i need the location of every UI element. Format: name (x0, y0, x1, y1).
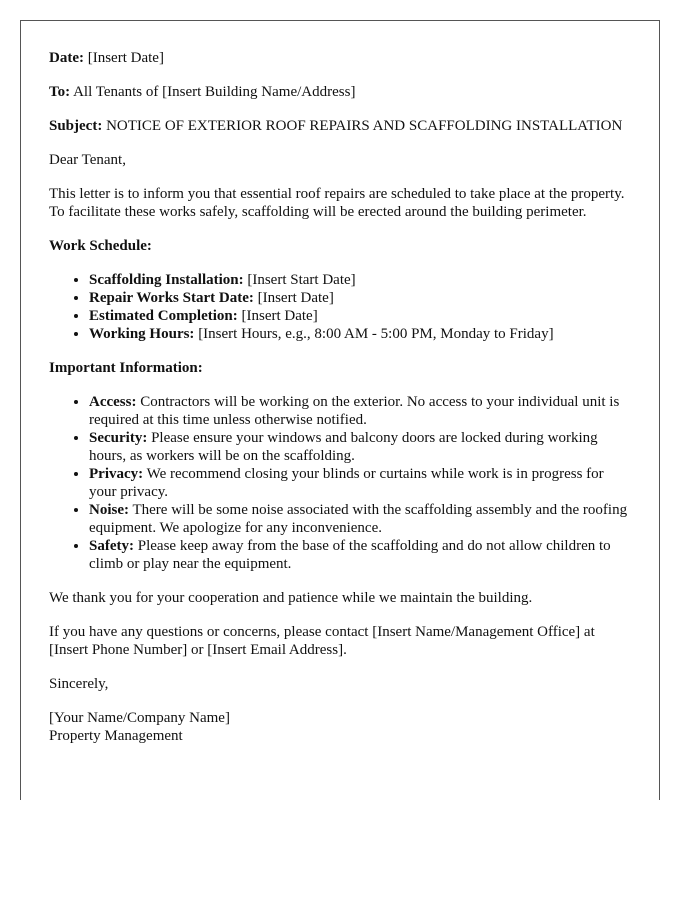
list-item (89, 325, 631, 343)
schedule-item-label: Scaffolding Installation: (89, 272, 244, 288)
info-item-value: We recommend closing your blinds or curtains while work is in progress for your privacy. (89, 466, 604, 500)
info-item-label: Noise: (89, 502, 129, 518)
salutation: Dear Tenant, (49, 152, 126, 168)
work-schedule-heading: Work Schedule: (49, 238, 152, 254)
list-item (89, 465, 631, 501)
signature-name: [Your Name/Company Name] (49, 710, 230, 726)
important-info-list (49, 393, 631, 573)
list-item (89, 429, 631, 465)
schedule-item-value: [Insert Start Date] (247, 272, 356, 288)
info-item-value: Please keep away from the base of the scaffolding and do not allow children to climb or play near the equipment. (89, 538, 611, 572)
signature-block (49, 709, 631, 745)
date-value: [Insert Date] (87, 50, 164, 66)
recipient-label: To: (49, 84, 71, 100)
schedule-item-value: [Insert Hours, e.g., 8:00 AM - 5:00 PM, Monday to Friday] (198, 326, 554, 342)
info-item-value: There will be some noise associated with the scaffolding assembly and the roofing equipment. We apologize for any inconvenience. (89, 502, 628, 536)
contact-paragraph: If you have any questions or concerns, please contact [Insert Name/Management Office] at [Insert Phone Number] or [Insert Email Address]. (49, 624, 595, 658)
signature-title: Property Management (49, 728, 183, 744)
important-info-heading: Important Information: (49, 360, 203, 376)
intro-paragraph: This letter is to inform you that essential roof repairs are scheduled to take place at the property. To facilitate these works safely, scaffolding will be erected around the building perimeter. (49, 186, 625, 220)
info-item-value: Contractors will be working on the exterior. No access to your individual unit is required at this time unless otherwise notified. (89, 394, 620, 428)
schedule-item-value: [Insert Date] (257, 290, 334, 306)
closing: Sincerely, (49, 676, 109, 692)
list-item (89, 271, 631, 289)
date-label: Date: (49, 50, 84, 66)
recipient-value: All Tenants of [Insert Building Name/Address] (73, 84, 356, 100)
schedule-item-value: [Insert Date] (241, 308, 318, 324)
schedule-item-label: Repair Works Start Date: (89, 290, 254, 306)
thanks-paragraph: We thank you for your cooperation and patience while we maintain the building. (49, 590, 533, 606)
list-item (89, 537, 631, 573)
info-item-label: Privacy: (89, 466, 144, 482)
schedule-item-label: Estimated Completion: (89, 308, 238, 324)
date-line (49, 49, 631, 67)
info-item-label: Safety: (89, 538, 134, 554)
info-item-value: Please ensure your windows and balcony doors are locked during working hours, as workers will be on the scaffolding. (89, 430, 598, 464)
recipient-line (49, 83, 631, 101)
info-item-label: Access: (89, 394, 137, 410)
list-item (89, 501, 631, 537)
info-item-label: Security: (89, 430, 148, 446)
work-schedule-list (49, 271, 631, 343)
list-item (89, 307, 631, 325)
subject-line (49, 117, 631, 135)
subject-label: Subject: (49, 118, 103, 134)
list-item (89, 393, 631, 429)
list-item (89, 289, 631, 307)
letter-page (20, 20, 660, 800)
schedule-item-label: Working Hours: (89, 326, 195, 342)
subject-value: NOTICE OF EXTERIOR ROOF REPAIRS AND SCAFFOLDING INSTALLATION (106, 118, 623, 134)
